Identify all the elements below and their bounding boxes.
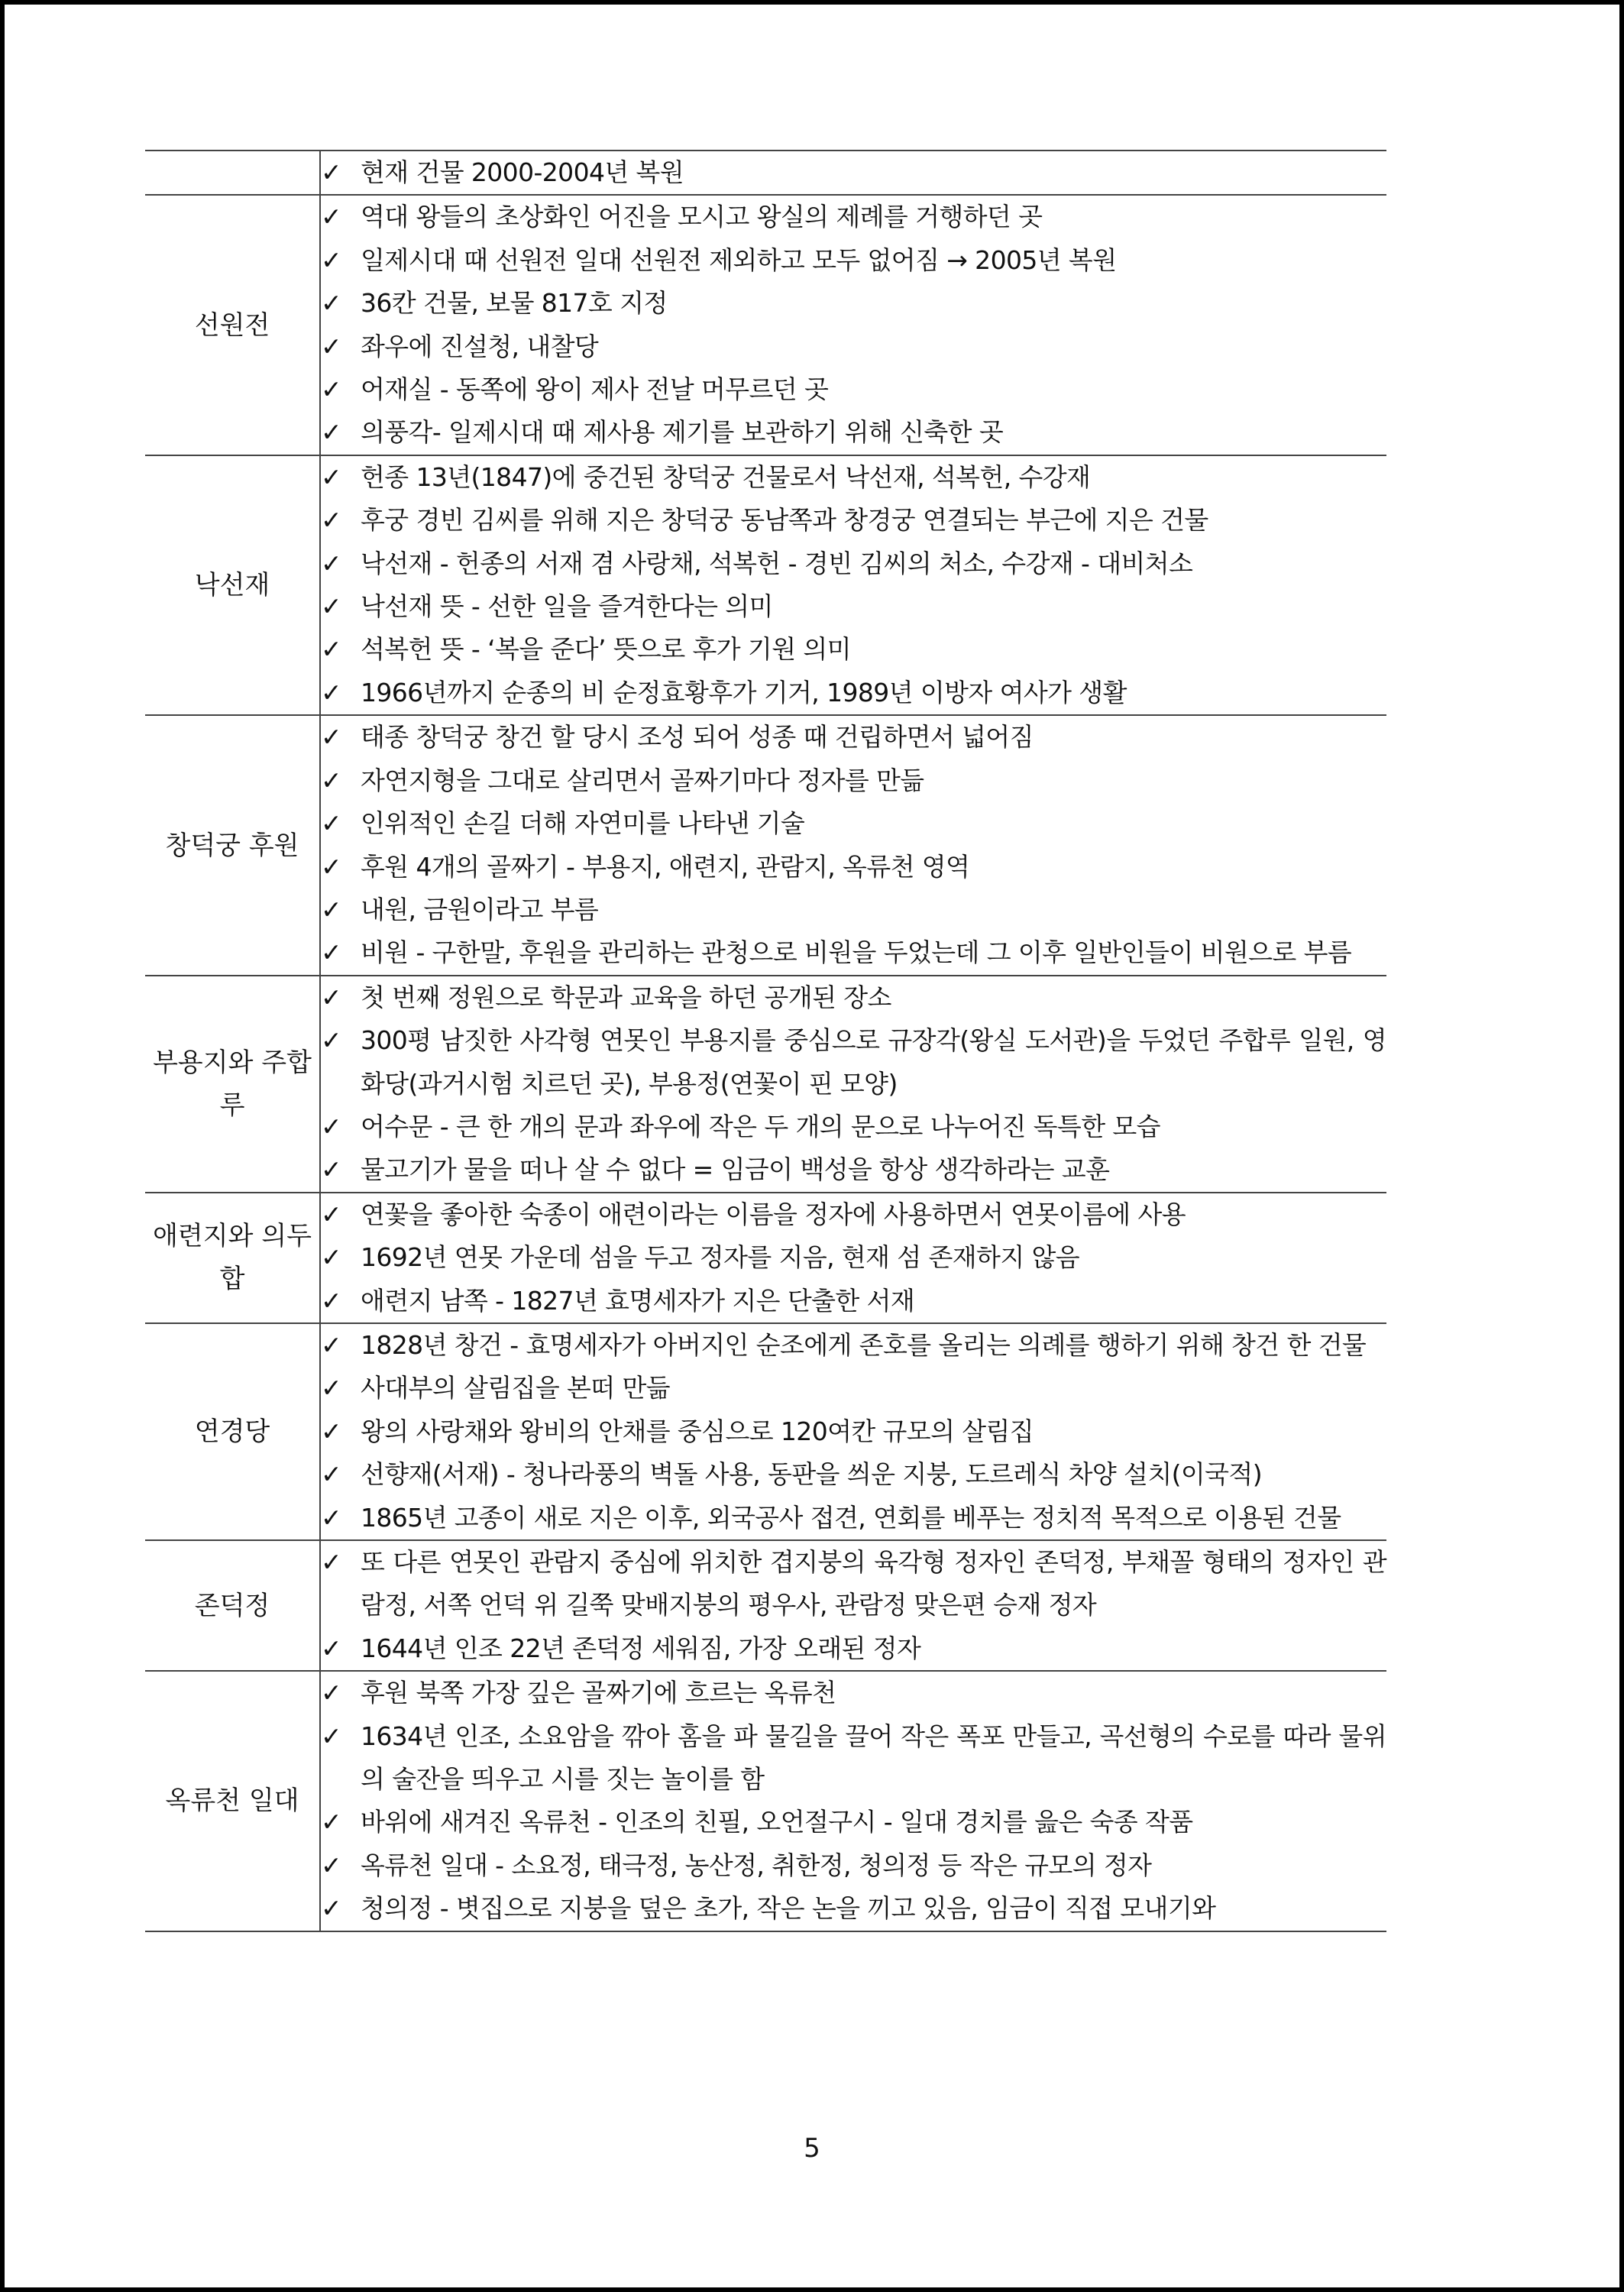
section-items (320, 715, 1386, 975)
list-item (321, 1324, 1386, 1367)
check-icon: ✓ (321, 505, 342, 536)
item-text: 선향재(서재) - 청나라풍의 벽돌 사용, 동판을 씌운 지붕, 도르레식 차양 설치(이국적) (361, 1459, 1262, 1490)
check-icon: ✓ (321, 1678, 342, 1708)
section-items (320, 1323, 1386, 1540)
item-text: 또 다른 연못인 관람지 중심에 위치한 겹지붕의 육각형 정자인 존덕정, 부채꼴 형태의 정자인 관람정, 서쪽 언덕 위 길쭉 맞배지붕의 평우사, 관람정 맞은편 승재 정자 (361, 1547, 1386, 1620)
item-text: 사대부의 살림집을 본떠 만듦 (361, 1373, 671, 1403)
list-item (321, 196, 1386, 238)
check-icon: ✓ (321, 1285, 342, 1316)
item-text: 첫 번째 정원으로 학문과 교육을 하던 공개된 장소 (361, 982, 891, 1012)
section-row (145, 195, 1386, 455)
list-item (321, 1367, 1386, 1410)
bullet-list (321, 151, 1386, 194)
check-icon: ✓ (321, 1025, 342, 1056)
section-row (145, 1540, 1386, 1671)
list-item (321, 976, 1386, 1019)
check-icon: ✓ (321, 288, 342, 319)
section-name (145, 151, 320, 195)
section-name: 창덕궁 후원 (145, 715, 320, 975)
list-item (321, 931, 1386, 974)
check-icon: ✓ (321, 677, 342, 707)
list-item (321, 1844, 1386, 1887)
item-text: 1644년 인조 22년 존덕정 세워짐, 가장 오래된 정자 (361, 1633, 921, 1663)
check-icon: ✓ (321, 1154, 342, 1185)
check-icon: ✓ (321, 1199, 342, 1229)
check-icon: ✓ (321, 331, 342, 361)
section-name: 연경당 (145, 1323, 320, 1540)
item-text: 애련지 남쪽 - 1827년 효명세자가 지은 단출한 서재 (361, 1285, 915, 1316)
list-item (321, 1410, 1386, 1453)
check-icon: ✓ (321, 1502, 342, 1533)
section-name: 낙선재 (145, 455, 320, 715)
list-item (321, 1106, 1386, 1148)
check-icon: ✓ (321, 1459, 342, 1490)
list-item (321, 585, 1386, 628)
check-icon: ✓ (321, 202, 342, 232)
bullet-list (321, 456, 1386, 714)
check-icon: ✓ (321, 591, 342, 622)
item-text: 36칸 건물, 보물 817호 지정 (361, 288, 668, 319)
section-row (145, 1323, 1386, 1540)
list-item (321, 368, 1386, 411)
list-item (321, 1497, 1386, 1539)
section-row (145, 151, 1386, 195)
list-item (321, 1887, 1386, 1930)
item-text: 인위적인 손길 더해 자연미를 나타낸 기술 (361, 808, 805, 839)
check-icon: ✓ (321, 417, 342, 448)
list-item (321, 1627, 1386, 1670)
item-text: 일제시대 때 선원전 일대 선원전 제외하고 모두 없어짐 → 2005년 복원 (361, 244, 1117, 275)
bullet-list (321, 1672, 1386, 1930)
item-text: 어수문 - 큰 한 개의 문과 좌우에 작은 두 개의 문으로 나누어진 독특한 모습 (361, 1111, 1160, 1141)
check-icon: ✓ (321, 808, 342, 839)
section-items (320, 976, 1386, 1193)
item-text: 옥류천 일대 - 소요정, 태극정, 농산정, 취한정, 청의정 등 작은 규모의 정자 (361, 1850, 1152, 1880)
check-icon: ✓ (321, 1242, 342, 1273)
item-text: 1828년 창건 - 효명세자가 아버지인 순조에게 존호를 올리는 의례를 행하기 위해 창건 한 건물 (361, 1329, 1367, 1360)
bullet-list (321, 1324, 1386, 1539)
item-text: 1966년까지 순종의 비 순정효황후가 기거, 1989년 이방자 여사가 생활 (361, 677, 1127, 707)
item-text: 청의정 - 볏집으로 지붕을 덮은 초가, 작은 논을 끼고 있음, 임금이 직접 모내기와 (361, 1893, 1216, 1924)
item-text: 역대 왕들의 초상화인 어진을 모시고 왕실의 제례를 거행하던 곳 (361, 202, 1043, 232)
check-icon: ✓ (321, 634, 342, 665)
list-item (321, 889, 1386, 931)
item-text: 후궁 경빈 김씨를 위해 지은 창덕궁 동남쪽과 창경궁 연결되는 부근에 지은 건물 (361, 505, 1208, 536)
item-text: 낙선재 뜻 - 선한 일을 즐겨한다는 의미 (361, 591, 773, 622)
list-item (321, 1715, 1386, 1802)
check-icon: ✓ (321, 1807, 342, 1837)
list-item (321, 499, 1386, 542)
item-text: 왕의 사랑채와 왕비의 안채를 중심으로 120여칸 규모의 살림집 (361, 1416, 1034, 1446)
list-item (321, 1019, 1386, 1106)
item-text: 내원, 금원이라고 부름 (361, 894, 599, 924)
list-item (321, 846, 1386, 889)
section-name: 옥류천 일대 (145, 1671, 320, 1931)
list-item (321, 672, 1386, 714)
check-icon: ✓ (321, 765, 342, 795)
item-text: 현재 건물 2000-2004년 복원 (361, 157, 684, 187)
check-icon: ✓ (321, 548, 342, 578)
bullet-list (321, 716, 1386, 974)
item-text: 의풍각- 일제시대 때 제사용 제기를 보관하기 위해 신축한 곳 (361, 417, 1004, 448)
list-item (321, 1148, 1386, 1191)
list-item (321, 456, 1386, 499)
section-name: 존덕정 (145, 1540, 320, 1671)
check-icon: ✓ (321, 851, 342, 882)
item-text: 1634년 인조, 소요암을 깎아 홈을 파 물길을 끌어 작은 폭포 만들고, 곡선형의 수로를 따라 물위의 술잔을 띄우고 시를 짓는 놀이를 함 (361, 1721, 1386, 1795)
item-text: 좌우에 진설청, 내찰당 (361, 331, 599, 361)
section-items (320, 1193, 1386, 1323)
check-icon: ✓ (321, 1111, 342, 1141)
section-row (145, 1193, 1386, 1323)
item-text: 1865년 고종이 새로 지은 이후, 외국공사 접견, 연회를 베푸는 정치적 목적으로 이용된 건물 (361, 1502, 1341, 1533)
check-icon: ✓ (321, 1373, 342, 1403)
page-number: 5 (804, 2133, 820, 2164)
list-item (321, 628, 1386, 671)
check-icon: ✓ (321, 244, 342, 275)
list-item (321, 411, 1386, 454)
section-row (145, 715, 1386, 975)
check-icon: ✓ (321, 1893, 342, 1924)
list-item (321, 1280, 1386, 1322)
check-icon: ✓ (321, 722, 342, 753)
check-icon: ✓ (321, 157, 342, 187)
list-item (321, 1453, 1386, 1496)
check-icon: ✓ (321, 374, 342, 405)
check-icon: ✓ (321, 937, 342, 968)
list-item (321, 759, 1386, 802)
check-icon: ✓ (321, 461, 342, 492)
item-text: 후원 4개의 골짜기 - 부용지, 애련지, 관람지, 옥류천 영역 (361, 851, 970, 882)
check-icon: ✓ (321, 1547, 342, 1577)
list-item (321, 239, 1386, 282)
item-text: 물고기가 물을 떠나 살 수 없다 = 임금이 백성을 항상 생각하라는 교훈 (361, 1154, 1110, 1185)
item-text: 바위에 새겨진 옥류천 - 인조의 친필, 오언절구시 - 일대 경치를 읊은 숙종 작품 (361, 1807, 1193, 1837)
bullet-list (321, 196, 1386, 454)
item-text: 헌종 13년(1847)에 중건된 창덕궁 건물로서 낙선재, 석복헌, 수강재 (361, 461, 1091, 492)
section-name: 애련지와 의두합 (145, 1193, 320, 1323)
item-text: 300평 남짓한 사각형 연못인 부용지를 중심으로 규장각(왕실 도서관)을 두었던 주합루 일원, 영화당(과거시험 치르던 곳), 부용정(연꽃이 핀 모양) (361, 1025, 1386, 1099)
list-item (321, 1236, 1386, 1279)
section-row (145, 455, 1386, 715)
list-item (321, 1801, 1386, 1844)
section-items (320, 1540, 1386, 1671)
bullet-list (321, 976, 1386, 1192)
check-icon: ✓ (321, 1329, 342, 1360)
list-item (321, 325, 1386, 368)
bullet-list (321, 1541, 1386, 1670)
section-items (320, 1671, 1386, 1931)
list-item (321, 716, 1386, 759)
list-item (321, 1193, 1386, 1236)
list-item (321, 802, 1386, 845)
section-name: 부용지와 주합루 (145, 976, 320, 1193)
item-text: 낙선재 - 헌종의 서재 겸 사랑채, 석복헌 - 경빈 김씨의 처소, 수강재 - 대비처소 (361, 548, 1193, 578)
check-icon: ✓ (321, 1633, 342, 1663)
check-icon: ✓ (321, 1850, 342, 1880)
check-icon: ✓ (321, 894, 342, 924)
item-text: 어재실 - 동쪽에 왕이 제사 전날 머무르던 곳 (361, 374, 829, 405)
list-item (321, 542, 1386, 585)
section-row (145, 1671, 1386, 1931)
bullet-list (321, 1193, 1386, 1322)
item-text: 비원 - 구한말, 후원을 관리하는 관청으로 비원을 두었는데 그 이후 일반인들이 비원으로 부름 (361, 937, 1352, 968)
list-item (321, 1672, 1386, 1714)
section-name: 선원전 (145, 195, 320, 455)
heritage-table (145, 150, 1386, 1932)
list-item (321, 151, 1386, 194)
section-items (320, 195, 1386, 455)
check-icon: ✓ (321, 1721, 342, 1751)
item-text: 석복헌 뜻 - ‘복을 준다’ 뜻으로 후가 기원 의미 (361, 634, 851, 665)
item-text: 1692년 연못 가운데 섬을 두고 정자를 지음, 현재 섬 존재하지 않음 (361, 1242, 1080, 1273)
check-icon: ✓ (321, 1416, 342, 1446)
check-icon: ✓ (321, 982, 342, 1012)
section-row (145, 976, 1386, 1193)
item-text: 태종 창덕궁 창건 할 당시 조성 되어 성종 때 건립하면서 넓어짐 (361, 722, 1034, 753)
section-items (320, 151, 1386, 195)
list-item (321, 1541, 1386, 1627)
item-text: 연꽃을 좋아한 숙종이 애련이라는 이름을 정자에 사용하면서 연못이름에 사용 (361, 1199, 1186, 1229)
item-text: 자연지형을 그대로 살리면서 골짜기마다 정자를 만듦 (361, 765, 924, 795)
section-items (320, 455, 1386, 715)
item-text: 후원 북쪽 가장 깊은 골짜기에 흐르는 옥류천 (361, 1678, 836, 1708)
list-item (321, 282, 1386, 325)
